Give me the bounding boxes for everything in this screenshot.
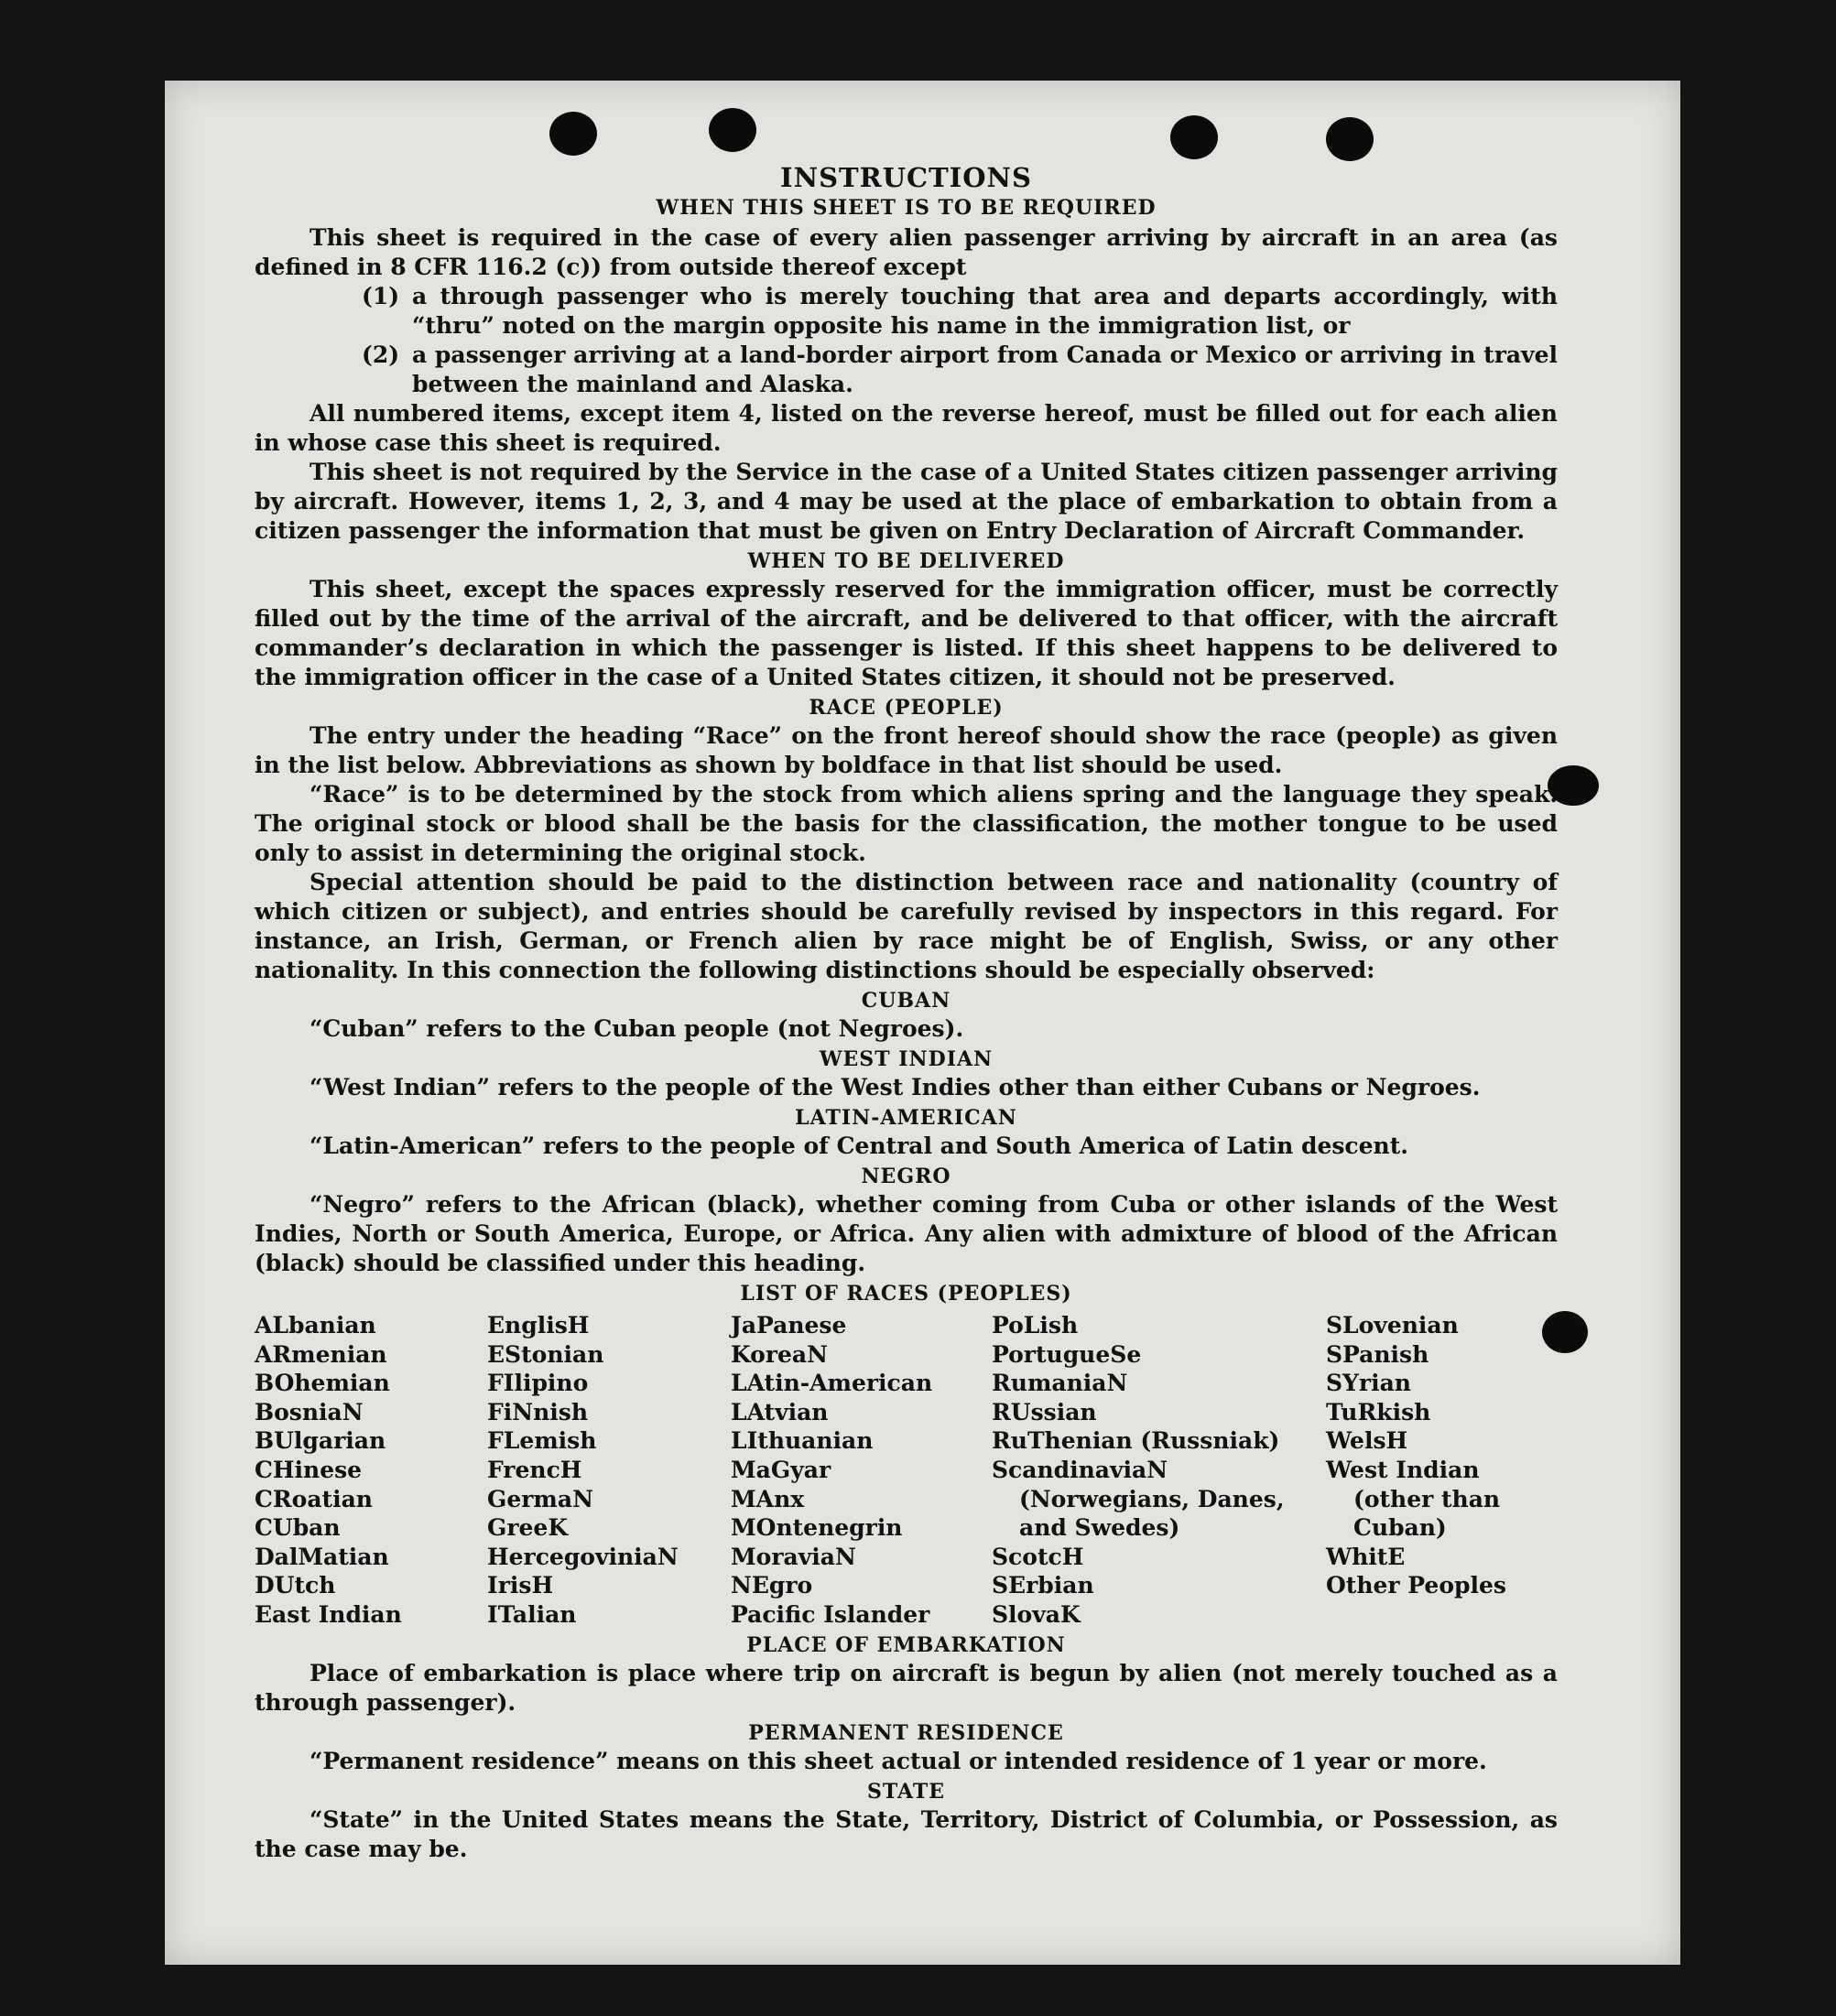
race-paragraph-1: The entry under the heading “Race” on the front hereof should show the race (people) as given in the list below. Abbreviations as shown by boldface in that list should be used. xyxy=(255,722,1558,778)
race-item: EnglisH xyxy=(487,1312,590,1339)
when-required-intro: This sheet is required in the case of every alien passenger arriving by aircraft in an area (as defined in 8 CFR 116.2 (c)) from outside thereof except xyxy=(255,224,1558,280)
embarkation-paragraph: Place of embarkation is place where trip on aircraft is begun by alien (not merely touched as a through passenger). xyxy=(255,1659,1558,1716)
race-item: NEgro xyxy=(731,1572,813,1599)
document-sheet xyxy=(165,81,1680,1965)
race-column xyxy=(992,1311,1326,1630)
race-item: CRoatian xyxy=(255,1485,373,1512)
exception-number: (1) xyxy=(362,283,400,309)
race-item: TuRkish xyxy=(1326,1398,1431,1425)
race-item: ALbanian xyxy=(255,1312,376,1339)
section-heading-state: STATE xyxy=(866,1779,946,1804)
race-item: PortugueSe xyxy=(992,1340,1142,1368)
section-heading-negro: NEGRO xyxy=(861,1165,951,1188)
section-heading-west-indian: WEST INDIAN xyxy=(819,1047,994,1071)
race-column xyxy=(255,1311,487,1630)
section-heading-when-delivered: WHEN TO BE DELIVERED xyxy=(747,549,1065,573)
race-item: East Indian xyxy=(255,1600,402,1628)
race-item: FIlipino xyxy=(487,1370,589,1397)
race-item: BOhemian xyxy=(255,1370,390,1397)
race-item: FLemish xyxy=(487,1427,597,1455)
exception-item xyxy=(255,282,1558,341)
instructions-body xyxy=(255,161,1558,1864)
punch-hole xyxy=(549,112,597,156)
race-item: SErbian xyxy=(992,1572,1094,1599)
punch-hole xyxy=(709,108,756,152)
exception-item xyxy=(255,341,1558,399)
permanent-residence-paragraph: “Permanent residence” means on this sheet actual or intended residence of 1 year or more. xyxy=(310,1747,1487,1774)
race-item: EStonian xyxy=(487,1340,604,1368)
race-item: CUban xyxy=(255,1514,341,1542)
west-indian-paragraph: “West Indian” refers to the people of the West Indies other than either Cubans or Negroes. xyxy=(310,1074,1481,1100)
section-heading-permanent-residence: PERMANENT RESIDENCE xyxy=(748,1720,1064,1745)
race-item: MAnx xyxy=(731,1485,805,1512)
race-item: BUlgarian xyxy=(255,1427,386,1455)
cuban-paragraph: “Cuban” refers to the Cuban people (not Negroes). xyxy=(310,1015,964,1042)
race-item: KoreaN xyxy=(731,1340,828,1368)
race-item: JaPanese xyxy=(731,1312,847,1339)
race-item: FrencH xyxy=(487,1456,582,1483)
latin-american-paragraph: “Latin-American” refers to the people of Central and South America of Latin descent. xyxy=(310,1133,1408,1159)
race-item: SPanish xyxy=(1326,1340,1429,1368)
race-item: GreeK xyxy=(487,1514,569,1542)
section-heading-race: RACE (PEOPLE) xyxy=(809,696,1004,720)
race-item: Other Peoples xyxy=(1326,1572,1506,1599)
race-item: SlovaK xyxy=(992,1600,1081,1628)
section-heading-list-of-races: LIST OF RACES (PEOPLES) xyxy=(740,1282,1072,1306)
race-paragraph-2: “Race” is to be determined by the stock from which aliens spring and the language they speak. The original stock or blood shall be the basis for the classification, the mother tongue to be used only to assist in determining the original stock. xyxy=(255,781,1558,866)
race-item: ARmenian xyxy=(255,1340,387,1368)
race-item: CHinese xyxy=(255,1456,363,1483)
race-item: MoraviaN xyxy=(731,1543,856,1570)
race-list xyxy=(255,1311,1558,1630)
race-item: WhitE xyxy=(1326,1543,1406,1570)
race-item: West Indian (other than Cuban) xyxy=(1326,1456,1501,1542)
exception-text: a through passenger who is merely touching that area and departs accordingly, with “thru” noted on the margin opposite his name in the immigration list, or xyxy=(412,283,1558,339)
race-item: LIthuanian xyxy=(731,1427,874,1455)
exception-number: (2) xyxy=(362,341,400,368)
race-item: ScandinaviaN (Norwegians, Danes, and Swedes) xyxy=(992,1456,1285,1542)
state-paragraph: “State” in the United States means the State, Territory, District of Columbia, or Possession, as the case may be. xyxy=(255,1805,1558,1862)
section-heading-latin-american: LATIN-AMERICAN xyxy=(795,1106,1017,1130)
when-delivered-paragraph: This sheet, except the spaces expressly reserved for the immigration officer, must be correctly filled out by the time of the arrival of the aircraft, and be delivered to that officer, with the aircraft commander’s declaration in which the passenger is listed. If this sheet happens to be delivered to the immigration officer in the case of a United States citizen, it should not be preserved. xyxy=(255,576,1558,690)
race-item: RumaniaN xyxy=(992,1370,1128,1397)
race-item: ITalian xyxy=(487,1600,577,1628)
race-column xyxy=(1326,1311,1558,1630)
race-item: WelsH xyxy=(1326,1427,1408,1455)
race-item: GermaN xyxy=(487,1485,593,1512)
race-item: FiNnish xyxy=(487,1398,589,1425)
race-item: MaGyar xyxy=(731,1456,831,1483)
exception-text: a passenger arriving at a land-border airport from Canada or Mexico or arriving in travel between the mainland and Alaska. xyxy=(412,341,1558,397)
page-title: INSTRUCTIONS xyxy=(780,162,1032,193)
race-item: MOntenegrin xyxy=(731,1514,903,1542)
race-item: SLovenian xyxy=(1326,1312,1459,1339)
race-item: IrisH xyxy=(487,1572,554,1599)
section-heading-cuban: CUBAN xyxy=(861,989,951,1013)
race-item: BosniaN xyxy=(255,1398,364,1425)
race-paragraph-3: Special attention should be paid to the distinction between race and nationality (country of which citizen or subject), and entries should be carefully revised by inspectors in this regard. For instance, an Irish, German, or French alien by race might be of English, Swiss, or any other nationality. In this connection the following distinctions should be especially observed: xyxy=(255,869,1558,983)
race-item: SYrian xyxy=(1326,1370,1411,1397)
race-item: DUtch xyxy=(255,1572,336,1599)
race-column xyxy=(487,1311,731,1630)
race-item: LAtin-American xyxy=(731,1370,933,1397)
race-column xyxy=(731,1311,992,1630)
section-heading-when-required: WHEN THIS SHEET IS TO BE REQUIRED xyxy=(656,196,1157,220)
when-required-paragraph-3: This sheet is not required by the Service in the case of a United States citizen passenger arriving by aircraft. However, items 1, 2, 3, and 4 may be used at the place of embarkation to obtain from a citizen passenger the information that must be given on Entry Declaration of Aircraft Commander. xyxy=(255,459,1558,544)
race-item: RuThenian (Russniak) xyxy=(992,1427,1280,1455)
negro-paragraph: “Negro” refers to the African (black), whether coming from Cuba or other islands of the West Indies, North or South America, Europe, or Africa. Any alien with admixture of blood of the African (black) should be classified under this heading. xyxy=(255,1191,1558,1276)
race-item: DalMatian xyxy=(255,1543,389,1570)
race-item: HercegoviniaN xyxy=(487,1543,679,1570)
punch-hole xyxy=(1326,117,1374,161)
when-required-paragraph-2: All numbered items, except item 4, listed on the reverse hereof, must be filled out for each alien in whose case this sheet is required. xyxy=(255,400,1558,456)
race-item: ScotcH xyxy=(992,1543,1084,1570)
race-item: Pacific Islander xyxy=(731,1600,930,1628)
race-item: RUssian xyxy=(992,1398,1097,1425)
section-heading-embarkation: PLACE OF EMBARKATION xyxy=(746,1632,1066,1657)
race-item: LAtvian xyxy=(731,1398,829,1425)
race-item: PoLish xyxy=(992,1312,1079,1339)
punch-hole xyxy=(1170,115,1218,159)
